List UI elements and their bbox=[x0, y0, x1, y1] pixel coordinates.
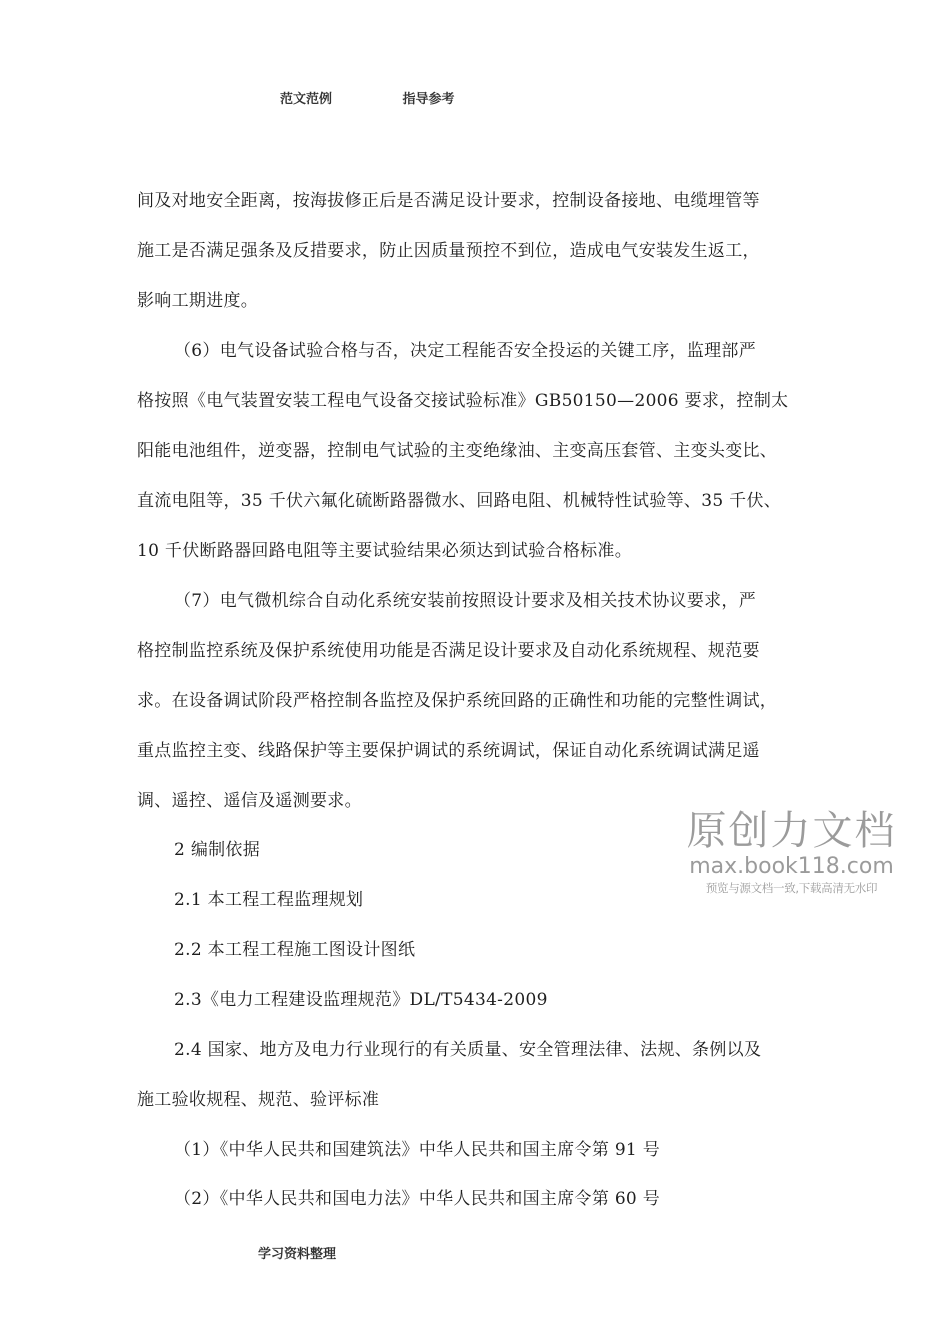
text-line: 调、遥控、遥信及遥测要求。 bbox=[137, 791, 362, 811]
page-footer: 学习资料整理 bbox=[258, 1247, 337, 1262]
watermark bbox=[684, 808, 899, 896]
text-line: 求。在设备调试阶段严格控制各监控及保护系统回路的正确性和功能的完整性调试， bbox=[137, 691, 778, 711]
text-line: （1）《中华人民共和国建筑法》中华人民共和国主席令第 91 号 bbox=[174, 1140, 661, 1160]
text-line: 格控制监控系统及保护系统使用功能是否满足设计要求及自动化系统规程、规范要 bbox=[137, 641, 760, 661]
text-line: （6）电气设备试验合格与否，决定工程能否安全投运的关键工序，监理部严 bbox=[174, 341, 757, 361]
text-line: 影响工期进度。 bbox=[137, 291, 259, 311]
watermark-url: max.book118.com bbox=[689, 854, 894, 879]
text-line: 2 编制依据 bbox=[174, 840, 261, 860]
text-line: （2）《中华人民共和国电力法》中华人民共和国主席令第 60 号 bbox=[174, 1189, 661, 1209]
text-line: 施工验收规程、规范、验评标准 bbox=[137, 1090, 380, 1110]
page-header bbox=[280, 88, 455, 107]
text-line: 格按照《电气装置安装工程电气设备交接试验标准》GB50150—2006 要求，控制太 bbox=[137, 391, 789, 411]
header-right-text: 指导参考 bbox=[402, 92, 455, 107]
text-line: 重点监控主变、线路保护等主要保护调试的系统调试，保证自动化系统调试满足遥 bbox=[137, 741, 760, 761]
text-line: 10 千伏断路器回路电阻等主要试验结果必须达到试验合格标准。 bbox=[137, 541, 633, 561]
text-line: 阳能电池组件，逆变器，控制电气试验的主变绝缘油、主变高压套管、主变头变比、 bbox=[137, 441, 778, 461]
text-line: 2.3《电力工程建设监理规范》DL/T5434-2009 bbox=[174, 990, 548, 1010]
text-line: 施工是否满足强条及反措要求，防止因质量预控不到位，造成电气安装发生返工， bbox=[137, 241, 760, 261]
header-left-text: 范文范例 bbox=[280, 92, 333, 107]
text-line: 2.1 本工程工程监理规划 bbox=[174, 890, 364, 910]
text-line: 直流电阻等，35 千伏六氟化硫断路器微水、回路电阻、机械特性试验等、35 千伏、 bbox=[137, 491, 782, 511]
text-line: 2.2 本工程工程施工图设计图纸 bbox=[174, 940, 416, 960]
watermark-title: 原创力文档 bbox=[686, 808, 897, 854]
text-line: 间及对地安全距离，按海拔修正后是否满足设计要求，控制设备接地、电缆埋管等 bbox=[137, 191, 760, 211]
watermark-subtitle: 预览与源文档一致,下载高清无水印 bbox=[705, 881, 878, 895]
text-line: 2.4 国家、地方及电力行业现行的有关质量、安全管理法律、法规、条例以及 bbox=[174, 1040, 762, 1060]
text-line: （7）电气微机综合自动化系统安装前按照设计要求及相关技术协议要求，严 bbox=[174, 591, 757, 611]
